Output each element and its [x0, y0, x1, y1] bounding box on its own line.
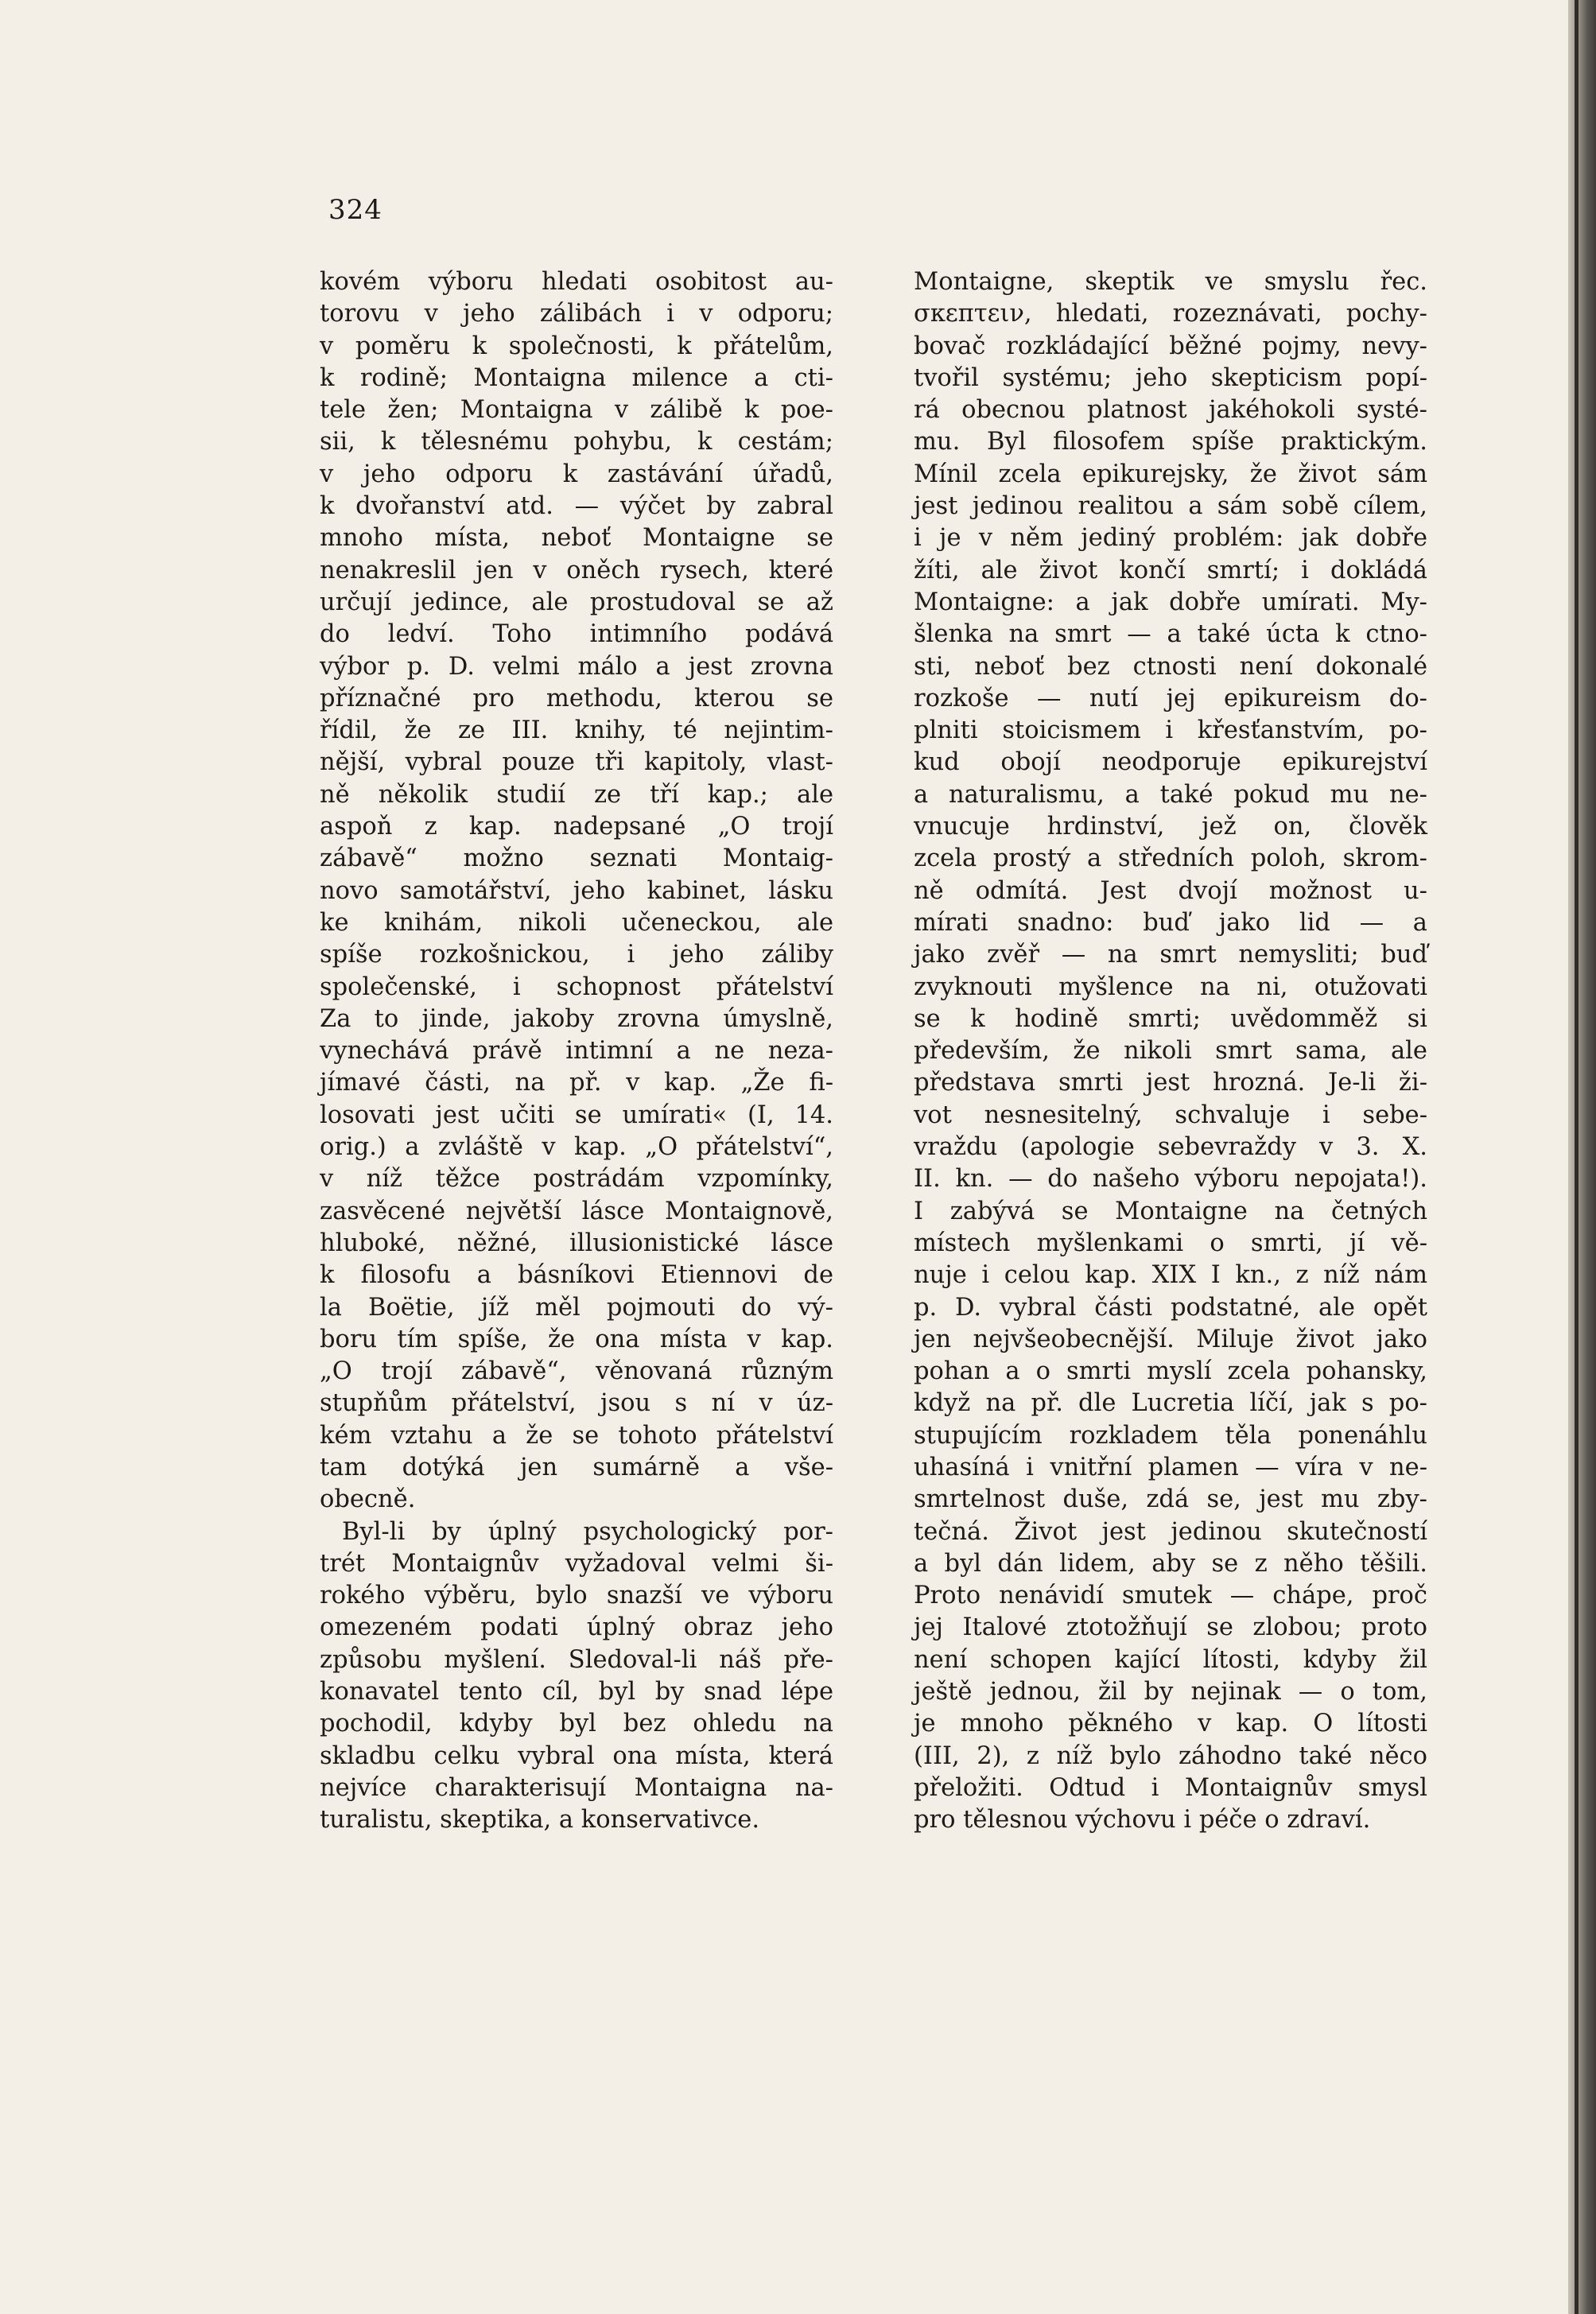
right-text-column — [914, 266, 1427, 1837]
text-line: turalistu, skeptika, a konservativce. — [320, 1806, 760, 1835]
text-line: bovač rozkládající běžné pojmy, nevy- — [914, 332, 1427, 360]
text-line: nuje i celou kap. XIX I kn., z níž nám — [914, 1261, 1427, 1290]
text-line: nenakreslil jen v oněch rysech, které — [320, 556, 833, 584]
text-line: k filosofu a básníkovi Etiennovi de — [320, 1261, 833, 1290]
text-line: jen nejvšeobecnější. Miluje život jako — [914, 1325, 1427, 1353]
text-line: plniti stoicismem i křesťanstvím, po- — [914, 716, 1427, 745]
text-line: v níž těžce postrádám vzpomínky, — [320, 1165, 833, 1194]
text-line: způsobu myšlení. Sledoval-li náš pře- — [320, 1645, 833, 1674]
text-line: v poměru k společnosti, k přátelům, — [320, 332, 833, 360]
text-line: „O trojí zábavě“, věnovaná různým — [320, 1357, 833, 1386]
text-line: zvyknouti myšlence na ni, otužovati — [914, 973, 1427, 1001]
text-line: když na př. dle Lucretia líčí, jak s po- — [914, 1389, 1427, 1418]
text-line: ke knihám, nikoli učeneckou, ale — [320, 908, 833, 937]
text-line: vynechává právě intimní a ne neza- — [320, 1037, 833, 1066]
text-line: kém vztahu a že se tohoto přátelství — [320, 1421, 833, 1450]
text-line: vraždu (apologie sebevraždy v 3. X. — [914, 1133, 1427, 1162]
binding-shadow-line — [1575, 0, 1579, 2314]
text-line: rokého výběru, bylo snazší ve výboru — [320, 1582, 833, 1610]
text-line: mírati snadno: buď jako lid — a — [914, 908, 1427, 937]
text-line: novo samotářství, jeho kabinet, lásku — [320, 876, 833, 905]
text-line: a naturalismu, a také pokud mu ne- — [914, 780, 1427, 809]
text-line: k rodině; Montaigna milence a cti- — [320, 363, 833, 392]
text-line: zasvěcené největší lásce Montaignově, — [320, 1197, 833, 1225]
text-line: kud obojí neodporuje epikurejství — [914, 748, 1427, 777]
text-line: kovém výboru hledati osobitost au- — [320, 268, 833, 296]
text-line: rozkoše — nutí jej epikureism do- — [914, 684, 1427, 712]
text-line: zcela prostý a středních poloh, skrom- — [914, 844, 1427, 873]
text-line: omezeném podati úplný obraz jeho — [320, 1613, 833, 1642]
text-line: torovu v jeho zálibách i v odporu; — [320, 300, 833, 328]
text-line: spíše rozkošnickou, i jeho záliby — [320, 941, 833, 969]
text-line: Byl-li by úplný psychologický por- — [342, 1517, 833, 1546]
text-line: p. D. vybral části podstatné, ale opět — [914, 1293, 1427, 1322]
text-line: Montaigne: a jak dobře umírati. My- — [914, 588, 1427, 616]
text-line: II. kn. — do našeho výboru nepojata!). — [914, 1165, 1427, 1194]
text-line: žíti, ale život končí smrtí; i dokládá — [914, 556, 1427, 584]
page-number: 324 — [328, 194, 382, 226]
text-line: la Boëtie, jíž měl pojmouti do vý- — [320, 1293, 833, 1322]
text-line: příznačné pro methodu, kterou se — [320, 684, 833, 712]
text-line: k dvořanství atd. — výčet by zabral — [320, 492, 833, 521]
text-line: jako zvěř — na smrt nemysliti; buď — [914, 941, 1427, 969]
left-text-column — [320, 266, 833, 1837]
text-line: trét Montaignův vyžadoval velmi ši- — [320, 1549, 833, 1578]
text-line: jímavé části, na př. v kap. „Že fi- — [320, 1069, 833, 1097]
text-line: se k hodině smrti; uvědomměž si — [914, 1004, 1427, 1033]
text-line: určují jedince, ale prostudoval se až — [320, 588, 833, 616]
text-line: šlenka na smrt — a také úcta k ctno- — [914, 620, 1427, 649]
text-line: konavatel tento cíl, byl by snad lépe — [320, 1678, 833, 1706]
text-line: stupňům přátelství, jsou s ní v úz- — [320, 1389, 833, 1418]
text-line: σκεπτειν, hledati, rozeznávati, pochy- — [914, 300, 1427, 328]
text-line: smrtelnost duše, zdá se, jest mu zby- — [914, 1485, 1427, 1514]
text-line: i je v něm jediný problém: jak dobře — [914, 524, 1427, 553]
text-line: pochodil, kdyby byl bez ohledu na — [320, 1710, 833, 1738]
text-line: v jeho odporu k zastávání úřadů, — [320, 460, 833, 488]
text-line: zábavě“ možno seznati Montaig- — [320, 844, 833, 873]
text-line: pohan a o smrti myslí zcela pohansky, — [914, 1357, 1427, 1386]
text-line: mu. Byl filosofem spíše praktickým. — [914, 428, 1427, 456]
text-line: do ledví. Toho intimního podává — [320, 620, 833, 649]
text-line: Montaigne, skeptik ve smyslu řec. — [914, 268, 1427, 296]
text-line: není schopen kající lítosti, kdyby žil — [914, 1645, 1427, 1674]
text-line: tele žen; Montaigna v zálibě k poe- — [320, 396, 833, 425]
text-line: obecně. — [320, 1485, 416, 1514]
text-line: hluboké, něžné, illusionistické lásce — [320, 1229, 833, 1257]
text-line: je mnoho pěkného v kap. O lítosti — [914, 1710, 1427, 1738]
text-line: nější, vybral pouze tři kapitoly, vlast- — [320, 748, 833, 777]
text-line: boru tím spíše, že ona místa v kap. — [320, 1325, 833, 1353]
text-line: jej Italové ztotožňují se zlobou; proto — [914, 1613, 1427, 1642]
book-binding-edge — [1568, 0, 1596, 2314]
text-line: Proto nenávidí smutek — chápe, proč — [914, 1582, 1427, 1610]
text-line: rá obecnou platnost jakéhokoli systé- — [914, 396, 1427, 425]
text-line: mnoho místa, neboť Montaigne se — [320, 524, 833, 553]
text-line: aspoň z kap. nadepsané „O trojí — [320, 813, 833, 841]
text-line: orig.) a zvláště v kap. „O přátelství“, — [320, 1133, 833, 1162]
text-line: ně několik studií ze tří kap.; ale — [320, 780, 833, 809]
text-line: přeložiti. Odtud i Montaignův smysl — [914, 1773, 1427, 1802]
text-line: nejvíce charakterisují Montaigna na- — [320, 1773, 833, 1802]
text-line: sti, neboť bez ctnosti není dokonalé — [914, 652, 1427, 681]
text-line: skladbu celku vybral ona místa, která — [320, 1741, 833, 1770]
text-line: jest jedinou realitou a sám sobě cílem, — [914, 492, 1427, 521]
text-line: (III, 2), z níž bylo záhodno také něco — [914, 1741, 1427, 1770]
text-line: ně odmítá. Jest dvojí možnost u- — [914, 876, 1427, 905]
text-line: vnucuje hrdinství, jež on, člověk — [914, 813, 1427, 841]
text-line: a byl dán lidem, aby se z něho těšili. — [914, 1549, 1427, 1578]
text-line: ještě jednou, žil by nejinak — o tom, — [914, 1678, 1427, 1706]
text-line: uhasíná i vnitřní plamen — víra v ne- — [914, 1453, 1427, 1481]
text-line: tam dotýká jen sumárně a vše- — [320, 1453, 833, 1481]
text-line: stupujícím rozkladem těla ponenáhlu — [914, 1421, 1427, 1450]
text-line: Mínil zcela epikurejsky, že život sám — [914, 460, 1427, 488]
text-line: sii, k tělesnému pohybu, k cestám; — [320, 428, 833, 456]
text-line: představa smrti jest hrozná. Je-li ži- — [914, 1069, 1427, 1097]
text-line: vot nesnesitelný, schvaluje i sebe- — [914, 1101, 1427, 1129]
text-line: pro tělesnou výchovu i péče o zdraví. — [914, 1806, 1371, 1835]
text-line: losovati jest učiti se umírati« (I, 14. — [320, 1101, 833, 1129]
text-line: Za to jinde, jakoby zrovna úmyslně, — [320, 1004, 833, 1033]
text-line: společenské, i schopnost přátelství — [320, 973, 833, 1001]
text-line: tečná. Život jest jedinou skutečností — [914, 1517, 1427, 1546]
text-line: I zabývá se Montaigne na četných — [914, 1197, 1427, 1225]
text-line: výbor p. D. velmi málo a jest zrovna — [320, 652, 833, 681]
text-line: tvořil systému; jeho skepticism popí- — [914, 363, 1427, 392]
text-line: řídil, že ze III. knihy, té nejintim- — [320, 716, 833, 745]
text-line: především, že nikoli smrt sama, ale — [914, 1037, 1427, 1066]
text-line: místech myšlenkami o smrti, jí vě- — [914, 1229, 1427, 1257]
